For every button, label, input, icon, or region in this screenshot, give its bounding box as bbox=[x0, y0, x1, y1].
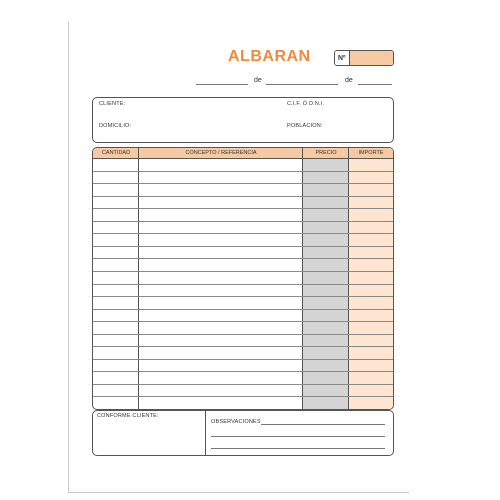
amount-header: IMPORTE bbox=[349, 148, 393, 158]
address-label: DOMICILIO: bbox=[99, 123, 132, 129]
date-day-line[interactable] bbox=[196, 84, 248, 85]
table-row bbox=[93, 271, 393, 272]
client-label: CLIENTE: bbox=[99, 101, 126, 107]
table-row bbox=[93, 208, 393, 209]
column-divider bbox=[348, 148, 349, 409]
remarks-line[interactable] bbox=[211, 436, 385, 437]
quantity-header: CANTIDAD bbox=[93, 148, 139, 158]
table-row bbox=[93, 334, 393, 335]
column-divider bbox=[302, 148, 303, 409]
table-row bbox=[93, 246, 393, 247]
table-row bbox=[93, 171, 393, 172]
table-row bbox=[93, 158, 393, 159]
footer-box bbox=[92, 410, 394, 456]
number-fill bbox=[350, 51, 393, 65]
quantity-column bbox=[93, 148, 139, 409]
table-row bbox=[93, 296, 393, 297]
tax-id-label: C.I.F. Ó D.N.I. bbox=[287, 101, 325, 107]
number-box[interactable] bbox=[334, 50, 394, 66]
footer-divider bbox=[205, 411, 206, 455]
town-label: POBLACION: bbox=[287, 123, 323, 129]
remarks-line[interactable] bbox=[211, 448, 385, 449]
table-row bbox=[93, 284, 393, 285]
table-row bbox=[93, 384, 393, 385]
price-column bbox=[303, 148, 349, 409]
items-table bbox=[92, 147, 394, 410]
client-box bbox=[92, 97, 394, 143]
date-year-line[interactable] bbox=[358, 84, 392, 85]
table-row bbox=[93, 359, 393, 360]
date-connector-1: de bbox=[254, 77, 262, 84]
table-row bbox=[93, 233, 393, 234]
table-row bbox=[93, 221, 393, 222]
table-row bbox=[93, 396, 393, 397]
approval-label: CONFORME CLIENTE: bbox=[97, 413, 159, 419]
column-divider bbox=[138, 148, 139, 409]
table-row bbox=[93, 321, 393, 322]
table-row bbox=[93, 346, 393, 347]
form-title: ALBARAN bbox=[228, 48, 311, 65]
price-header: PRECIO bbox=[303, 148, 349, 158]
amount-column bbox=[349, 148, 393, 409]
table-row bbox=[93, 196, 393, 197]
table-row bbox=[93, 309, 393, 310]
remarks-line[interactable] bbox=[261, 424, 385, 425]
table-row bbox=[93, 258, 393, 259]
number-label: Nº bbox=[335, 51, 350, 65]
table-row bbox=[93, 183, 393, 184]
remarks-label: OBSERVACIONES bbox=[211, 419, 261, 425]
date-connector-2: de bbox=[345, 77, 353, 84]
concept-header: CONCEPTO / REFERENCIA bbox=[139, 148, 303, 158]
concept-column bbox=[139, 148, 303, 409]
table-row bbox=[93, 371, 393, 372]
date-month-line[interactable] bbox=[266, 84, 338, 85]
